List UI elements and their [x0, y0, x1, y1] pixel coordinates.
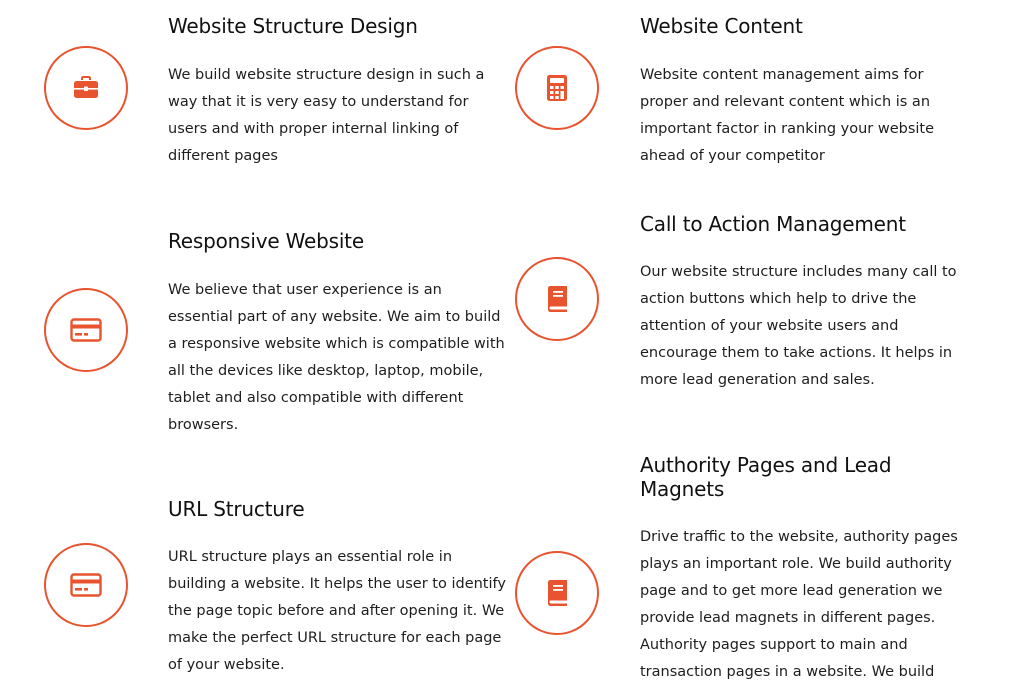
feature-icon-circle	[44, 288, 128, 372]
feature-title: Website Content	[640, 14, 803, 38]
feature-icon-circle	[44, 46, 128, 130]
feature-title: URL Structure	[168, 497, 305, 521]
feature-icon-circle	[515, 46, 599, 130]
feature-title: Responsive Website	[168, 229, 364, 253]
feature-description: We build website structure design in such a way that it is very easy to understand for users and with proper internal linking of different pages	[168, 67, 485, 164]
credit-card-icon	[70, 573, 102, 597]
feature-icon-circle	[515, 257, 599, 341]
calculator-icon	[546, 74, 568, 102]
feature-description: We believe that user experience is an essential part of any website. We aim to build a responsive website which is compatible with all the devices like desktop, laptop, mobile, tablet and also compatible with different browsers.	[168, 282, 505, 433]
feature-title: Call to Action Management	[640, 212, 906, 236]
briefcase-icon	[73, 76, 99, 100]
feature-description: Drive traffic to the website, authority pages plays an important role. We build authority page and to get more lead generation we provide lead magnets in different pages. Authority pages support to main and transaction pages in a website. We build	[640, 529, 958, 680]
feature-title: Website Structure Design	[168, 14, 418, 38]
feature-description: URL structure plays an essential role in building a website. It helps the user to identify the page topic before and after opening it. We make the perfect URL structure for each page of your website.	[168, 549, 506, 673]
feature-description: Our website structure includes many call to action buttons which help to drive the attention of your website users and encourage them to take actions. It helps in more lead generation and sales.	[640, 264, 957, 388]
feature-title: Authority Pages and Lead Magnets	[640, 453, 892, 501]
credit-card-icon	[70, 318, 102, 342]
feature-description: Website content management aims for proper and relevant content which is an important factor in ranking your website ahead of your competitor	[640, 67, 935, 164]
feature-icon-circle	[515, 551, 599, 635]
book-icon	[545, 285, 569, 313]
book-icon	[545, 579, 569, 607]
feature-icon-circle	[44, 543, 128, 627]
